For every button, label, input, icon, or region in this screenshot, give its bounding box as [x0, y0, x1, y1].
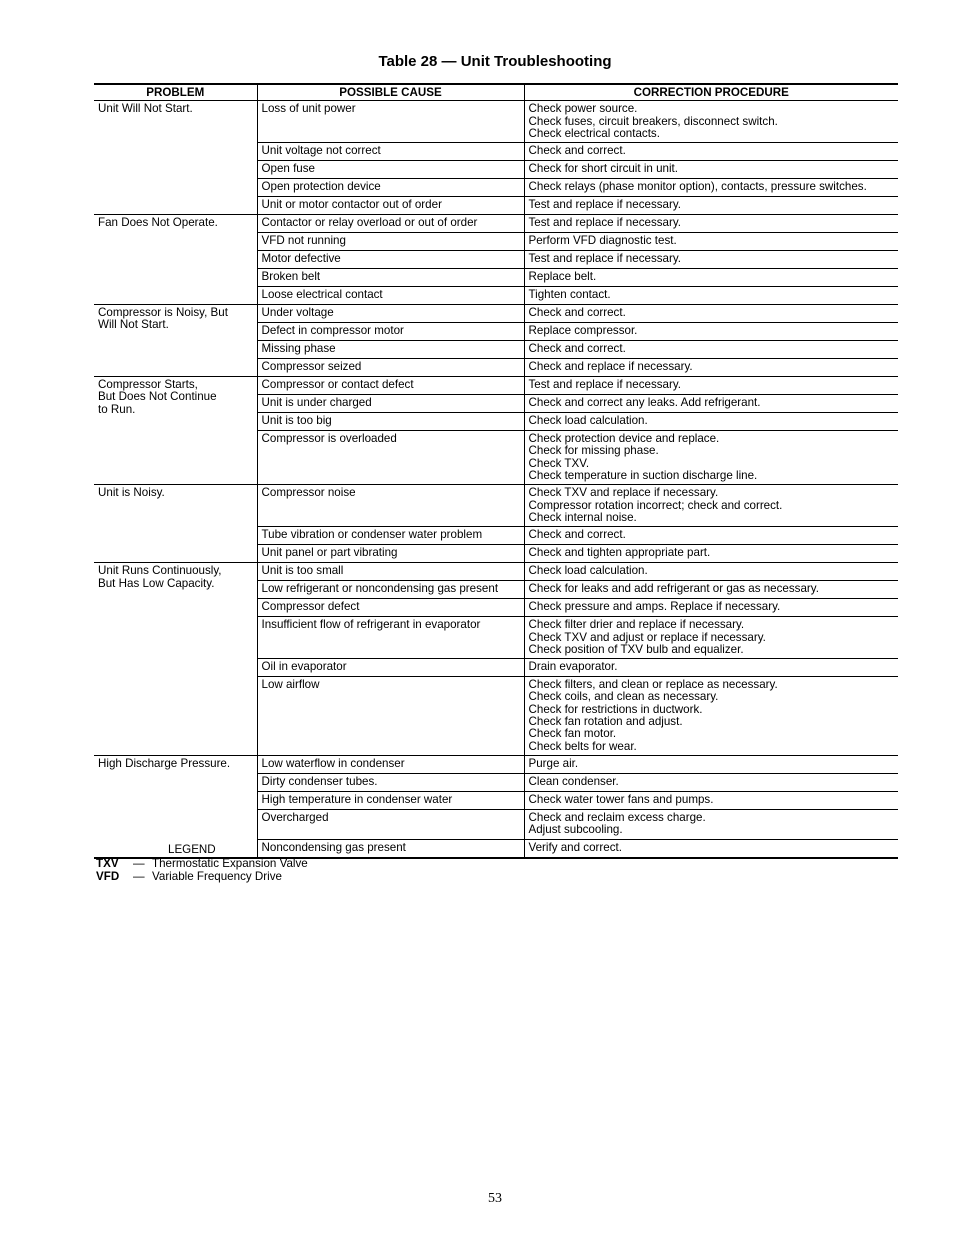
possible-cause-cell: Unit panel or part vibrating [257, 545, 524, 563]
correction-text: Check and correct. [528, 342, 626, 356]
possible-cause-cell: Broken belt [257, 269, 524, 287]
legend-abbr: TXV [96, 856, 119, 870]
correction-text: Adjust subcooling. [528, 823, 623, 837]
correction-text: Purge air. [528, 756, 579, 770]
legend-dash: — [133, 870, 145, 883]
correction-text: Check TXV and adjust or replace if necessary. [528, 630, 766, 644]
possible-cause-cell: Compressor is overloaded [257, 431, 524, 485]
possible-cause-cell: Insufficient flow of refrigerant in evaporator [257, 617, 524, 659]
correction-text: Check TXV and replace if necessary. [528, 486, 719, 500]
table-row [94, 485, 898, 527]
possible-cause-cell: Unit or motor contactor out of order [257, 197, 524, 215]
possible-cause-cell: Unit is under charged [257, 395, 524, 413]
correction-text: Check electrical contacts. [528, 126, 660, 140]
correction-text: Check power source. [528, 102, 638, 116]
problem-text: Fan Does Not Operate. [98, 216, 218, 230]
possible-cause-cell: High temperature in condenser water [257, 791, 524, 809]
possible-cause-cell: Unit voltage not correct [257, 143, 524, 161]
correction-cell [524, 677, 898, 756]
correction-text: Check for short circuit in unit. [528, 162, 678, 176]
correction-text: Check filter drier and replace if necessary. [528, 618, 745, 632]
possible-cause-cell: Open fuse [257, 161, 524, 179]
possible-cause-cell: Low airflow [257, 677, 524, 756]
possible-cause-cell: Low waterflow in condenser [257, 755, 524, 773]
correction-cell [524, 233, 898, 251]
correction-text: Check for missing phase. [528, 444, 659, 458]
correction-cell [524, 323, 898, 341]
possible-cause-cell: Overcharged [257, 809, 524, 839]
correction-cell [524, 377, 898, 395]
problem-cell [94, 377, 257, 485]
possible-cause-cell: Compressor defect [257, 599, 524, 617]
problem-text: Unit Runs Continuously, [98, 564, 222, 578]
possible-cause-cell: Noncondensing gas present [257, 839, 524, 858]
legend-item-vfd [96, 870, 308, 884]
correction-cell [524, 101, 898, 143]
legend [96, 843, 308, 884]
possible-cause-cell: Loss of unit power [257, 101, 524, 143]
problem-group [94, 305, 898, 377]
correction-text: Check and correct. [528, 528, 626, 542]
correction-text: Replace compressor. [528, 324, 638, 338]
problem-text: High Discharge Pressure. [98, 756, 231, 770]
correction-text: Check for restrictions in ductwork. [528, 702, 703, 716]
correction-cell [524, 395, 898, 413]
correction-text: Verify and correct. [528, 840, 622, 854]
correction-text: Check and correct any leaks. Add refrigerant. [528, 396, 761, 410]
problem-text: to Run. [98, 402, 136, 416]
correction-cell [524, 581, 898, 599]
correction-cell [524, 563, 898, 581]
problem-text: Unit Will Not Start. [98, 102, 193, 116]
correction-cell [524, 197, 898, 215]
correction-text: Check and correct. [528, 306, 626, 320]
correction-text: Tighten contact. [528, 288, 611, 302]
correction-text: Check and replace if necessary. [528, 360, 693, 374]
header-correction-procedure: CORRECTION PROCEDURE [524, 84, 898, 101]
problem-text: But Does Not Continue [98, 390, 217, 404]
correction-text: Test and replace if necessary. [528, 216, 682, 230]
problem-cell [94, 101, 257, 215]
correction-text: Test and replace if necessary. [528, 198, 682, 212]
legend-item-txv [96, 857, 308, 871]
correction-text: Check and reclaim excess charge. [528, 810, 706, 824]
table-header [94, 84, 898, 101]
problem-group [94, 377, 898, 485]
possible-cause-cell: Under voltage [257, 305, 524, 323]
correction-text: Perform VFD diagnostic test. [528, 234, 677, 248]
header-possible-cause: POSSIBLE CAUSE [257, 84, 524, 101]
correction-text: Check and tighten appropriate part. [528, 546, 711, 560]
problem-group [94, 215, 898, 305]
correction-cell [524, 287, 898, 305]
correction-text: Check filters, and clean or replace as necessary. [528, 678, 778, 692]
correction-cell [524, 617, 898, 659]
correction-text: Test and replace if necessary. [528, 252, 682, 266]
correction-text: Check relays (phase monitor option), contacts, pressure switches. [528, 180, 867, 194]
correction-cell [524, 161, 898, 179]
correction-text: Check load calculation. [528, 414, 648, 428]
table-row [94, 215, 898, 233]
legend-meaning: Thermostatic Expansion Valve [152, 856, 308, 870]
correction-cell [524, 791, 898, 809]
problem-text: Will Not Start. [98, 318, 169, 332]
legend-dash: — [133, 856, 145, 870]
table-row [94, 101, 898, 143]
problem-text: Unit is Noisy. [98, 486, 165, 500]
correction-cell [524, 599, 898, 617]
correction-cell [524, 755, 898, 773]
correction-text: Test and replace if necessary. [528, 378, 682, 392]
header-row [94, 84, 898, 101]
possible-cause-cell: Unit is too big [257, 413, 524, 431]
correction-cell [524, 341, 898, 359]
correction-cell [524, 413, 898, 431]
problem-group [94, 485, 898, 563]
correction-text: Compressor rotation incorrect; check and correct. [528, 498, 783, 512]
problem-cell [94, 305, 257, 377]
legend-meaning: Variable Frequency Drive [152, 870, 282, 883]
correction-text: Check coils, and clean as necessary. [528, 690, 719, 704]
correction-cell [524, 773, 898, 791]
correction-cell [524, 809, 898, 839]
table-row [94, 563, 898, 581]
page-number: 53 [488, 1191, 502, 1206]
correction-text: Replace belt. [528, 270, 597, 284]
possible-cause-cell: Compressor seized [257, 359, 524, 377]
correction-text: Check temperature in suction discharge line. [528, 469, 758, 483]
header-problem: PROBLEM [94, 84, 257, 101]
correction-text: Check fuses, circuit breakers, disconnect switch. [528, 114, 778, 128]
correction-cell [524, 659, 898, 677]
possible-cause-cell: Loose electrical contact [257, 287, 524, 305]
correction-text: Check internal noise. [528, 510, 637, 524]
possible-cause-cell: Oil in evaporator [257, 659, 524, 677]
possible-cause-cell: Dirty condenser tubes. [257, 773, 524, 791]
possible-cause-cell: Low refrigerant or noncondensing gas present [257, 581, 524, 599]
correction-text: Check and correct. [528, 144, 626, 158]
correction-cell [524, 269, 898, 287]
problem-group [94, 563, 898, 756]
problem-cell [94, 563, 257, 756]
table-row [94, 755, 898, 773]
problem-cell [94, 485, 257, 563]
correction-text: Check fan motor. [528, 727, 617, 741]
problem-text: Compressor is Noisy, But [98, 306, 228, 320]
problem-cell [94, 215, 257, 305]
correction-cell [524, 251, 898, 269]
correction-text: Check load calculation. [528, 564, 648, 578]
possible-cause-cell: Tube vibration or condenser water problem [257, 527, 524, 545]
table-row [94, 305, 898, 323]
correction-cell [524, 485, 898, 527]
correction-text: Check TXV. [528, 456, 590, 470]
legend-heading: LEGEND [168, 843, 216, 856]
possible-cause-cell: Defect in compressor motor [257, 323, 524, 341]
problem-text: But Has Low Capacity. [98, 576, 215, 590]
possible-cause-cell: VFD not running [257, 233, 524, 251]
possible-cause-cell: Contactor or relay overload or out of order [257, 215, 524, 233]
correction-text: Check for leaks and add refrigerant or gas as necessary. [528, 582, 819, 596]
correction-cell [524, 305, 898, 323]
possible-cause-cell: Open protection device [257, 179, 524, 197]
correction-text: Check position of TXV bulb and equalizer. [528, 642, 744, 656]
correction-cell [524, 359, 898, 377]
possible-cause-cell: Unit is too small [257, 563, 524, 581]
possible-cause-cell: Missing phase [257, 341, 524, 359]
table-row [94, 377, 898, 395]
correction-cell [524, 839, 898, 858]
correction-text: Check fan rotation and adjust. [528, 715, 683, 729]
correction-cell [524, 215, 898, 233]
problem-text: Compressor Starts, [98, 378, 198, 392]
correction-cell [524, 143, 898, 161]
correction-text: Check water tower fans and pumps. [528, 792, 714, 806]
correction-cell [524, 545, 898, 563]
correction-text: Drain evaporator. [528, 660, 618, 674]
correction-cell [524, 179, 898, 197]
possible-cause-cell: Compressor or contact defect [257, 377, 524, 395]
correction-text: Check belts for wear. [528, 739, 637, 753]
possible-cause-cell: Motor defective [257, 251, 524, 269]
correction-cell [524, 527, 898, 545]
troubleshooting-table [94, 83, 898, 859]
correction-cell [524, 431, 898, 485]
correction-text: Check pressure and amps. Replace if necessary. [528, 600, 781, 614]
table-title: Table 28 — Unit Troubleshooting [378, 53, 612, 70]
possible-cause-cell: Compressor noise [257, 485, 524, 527]
problem-group [94, 101, 898, 215]
correction-text: Check protection device and replace. [528, 432, 720, 446]
correction-text: Clean condenser. [528, 774, 619, 788]
legend-abbr: VFD [96, 870, 120, 883]
